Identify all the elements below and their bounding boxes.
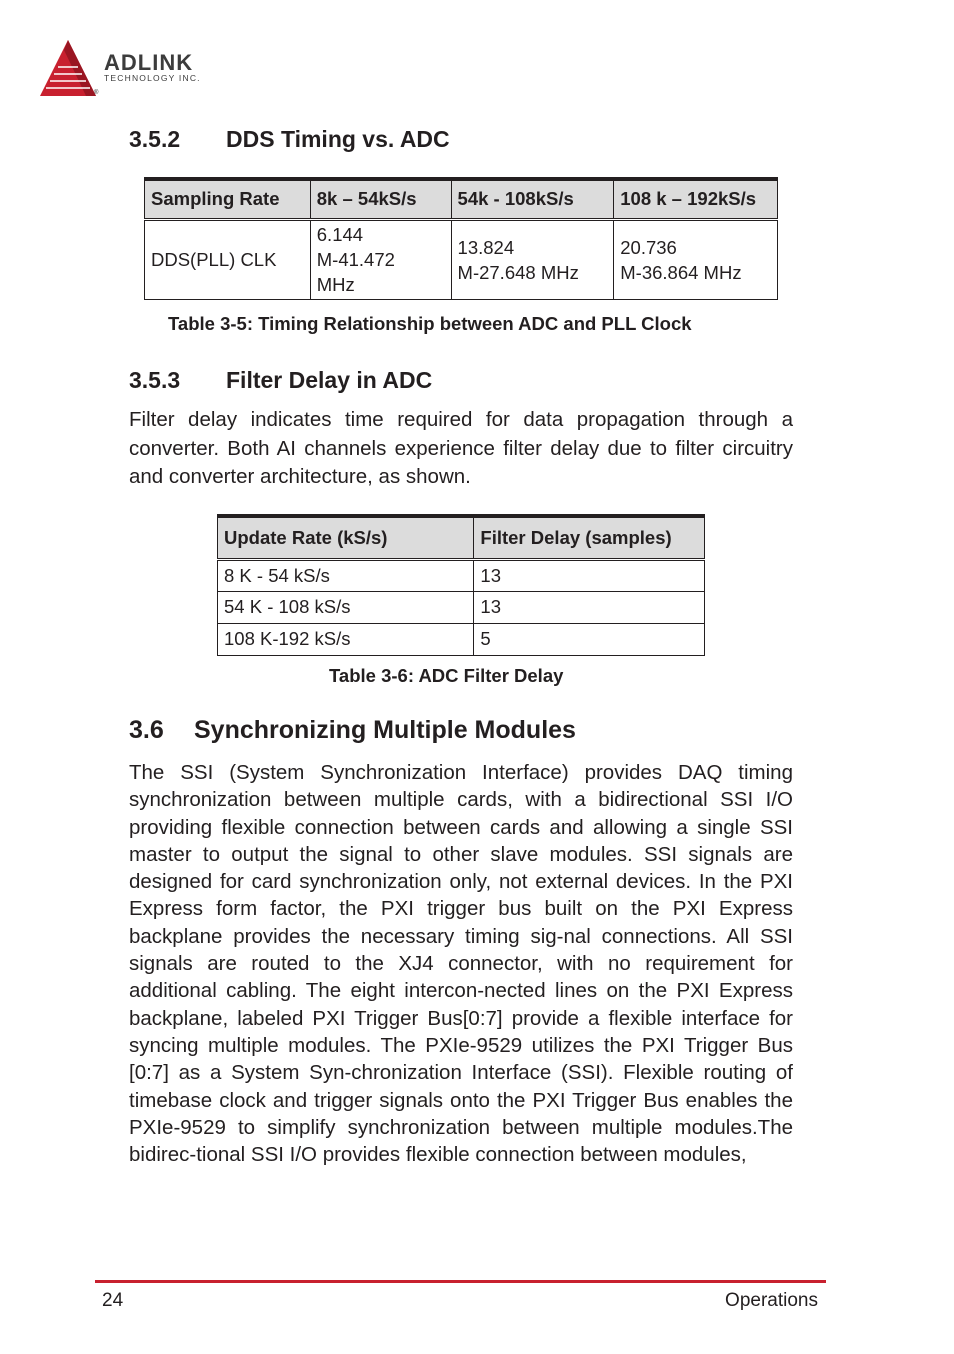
table-header-cell: 108 k – 192kS/s bbox=[614, 179, 778, 219]
table-cell: 54 K - 108 kS/s bbox=[218, 591, 474, 623]
table-cell bbox=[310, 219, 451, 299]
page-number: 24 bbox=[102, 1290, 124, 1311]
ssi-paragraph: The SSI (System Synchronization Interface) provides DAQ timing synchronization between multiple cards, with a bidirectional SSI I/O providing flexible connection between cards and allowing a single SSI master to output the signal to other slave modules. SSI signals are designed for card synchronization only, not external devices. In the PXI Express form factor, the PXI trigger bus built on the PXI Express backplane provides the necessary timing sig-nal connections. All SSI signals are routed to the XJ4 connector, with no requirement for additional cabling. The eight intercon-nected lines on the PXI Express backplane, labeled PXI Trigger Bus[0:7] provide a flexible interface for syncing multiple modules. The PXIe-9529 utilizes the PXI Trigger Bus [0:7] as a System Syn-chronization Interface (SSI). Flexible routing of timebase clock and trigger signals onto the PXI Trigger Bus enables the PXIe-9529 to simplify synchronization between multiple modules.The bidirec-tional SSI I/O provides flexible connection between modules, bbox=[129, 761, 793, 1167]
footer-section-name: Operations bbox=[725, 1290, 818, 1311]
cell-line: 20.736 bbox=[620, 236, 677, 258]
table-row bbox=[218, 559, 705, 591]
table-cell: 13 bbox=[474, 559, 705, 591]
table-cell: 8 K - 54 kS/s bbox=[218, 559, 474, 591]
table-row bbox=[145, 219, 778, 299]
table-cell: 108 K-192 kS/s bbox=[218, 623, 474, 655]
table-header-cell: 54k - 108kS/s bbox=[451, 179, 614, 219]
table-header-cell: Sampling Rate bbox=[145, 179, 311, 219]
table-cell: 13 bbox=[474, 591, 705, 623]
section-title: Synchronizing Multiple Modules bbox=[194, 716, 576, 744]
table-cell bbox=[614, 219, 778, 299]
table-header-cell: Update Rate (kS/s) bbox=[218, 516, 474, 559]
cell-line: MHz bbox=[316, 274, 355, 295]
table-row bbox=[218, 623, 705, 655]
section-title: Filter Delay in ADC bbox=[226, 367, 433, 393]
adlink-triangle-icon bbox=[40, 38, 100, 98]
table-caption-3-5: Table 3-5: Timing Relationship between ADC and PLL Clock bbox=[168, 313, 692, 334]
section-heading-36 bbox=[129, 716, 576, 745]
cell-line: M-36.864 MHz bbox=[620, 261, 742, 283]
adlink-logo bbox=[40, 38, 240, 100]
table-header-cell: 8k – 54kS/s bbox=[310, 179, 451, 219]
dds-timing-table bbox=[144, 177, 778, 300]
table-header-row bbox=[145, 179, 778, 219]
section-number: 3.6 bbox=[129, 716, 164, 744]
table-cell: DDS(PLL) CLK bbox=[145, 219, 311, 299]
footer-rule bbox=[95, 1280, 826, 1283]
section-number: 3.5.2 bbox=[129, 126, 181, 152]
logo-wordmark: ADLINK bbox=[104, 50, 194, 75]
logo-tagline: TECHNOLOGY INC. bbox=[104, 73, 201, 83]
logo-registered-mark: ® bbox=[94, 90, 99, 96]
cell-line: M-41.472 bbox=[316, 249, 395, 270]
table-cell bbox=[451, 219, 614, 299]
cell-line: 6.144 bbox=[316, 224, 364, 245]
adc-filter-delay-table bbox=[217, 514, 705, 656]
table-header-cell: Filter Delay (samples) bbox=[474, 516, 705, 559]
table-row bbox=[218, 591, 705, 623]
filter-delay-paragraph: Filter delay indicates time required for data propagation through a converter. Both AI channels experience filter delay due to filter circuitry and converter architecture, as shown. bbox=[129, 408, 793, 488]
table-cell: 5 bbox=[474, 623, 705, 655]
cell-line: M-27.648 MHz bbox=[457, 261, 579, 283]
section-title: DDS Timing vs. ADC bbox=[226, 126, 450, 152]
table-header-row bbox=[218, 516, 705, 559]
table-caption-3-6: Table 3-6: ADC Filter Delay bbox=[329, 665, 564, 686]
section-number: 3.5.3 bbox=[129, 367, 181, 393]
cell-line: 13.824 bbox=[457, 236, 515, 258]
